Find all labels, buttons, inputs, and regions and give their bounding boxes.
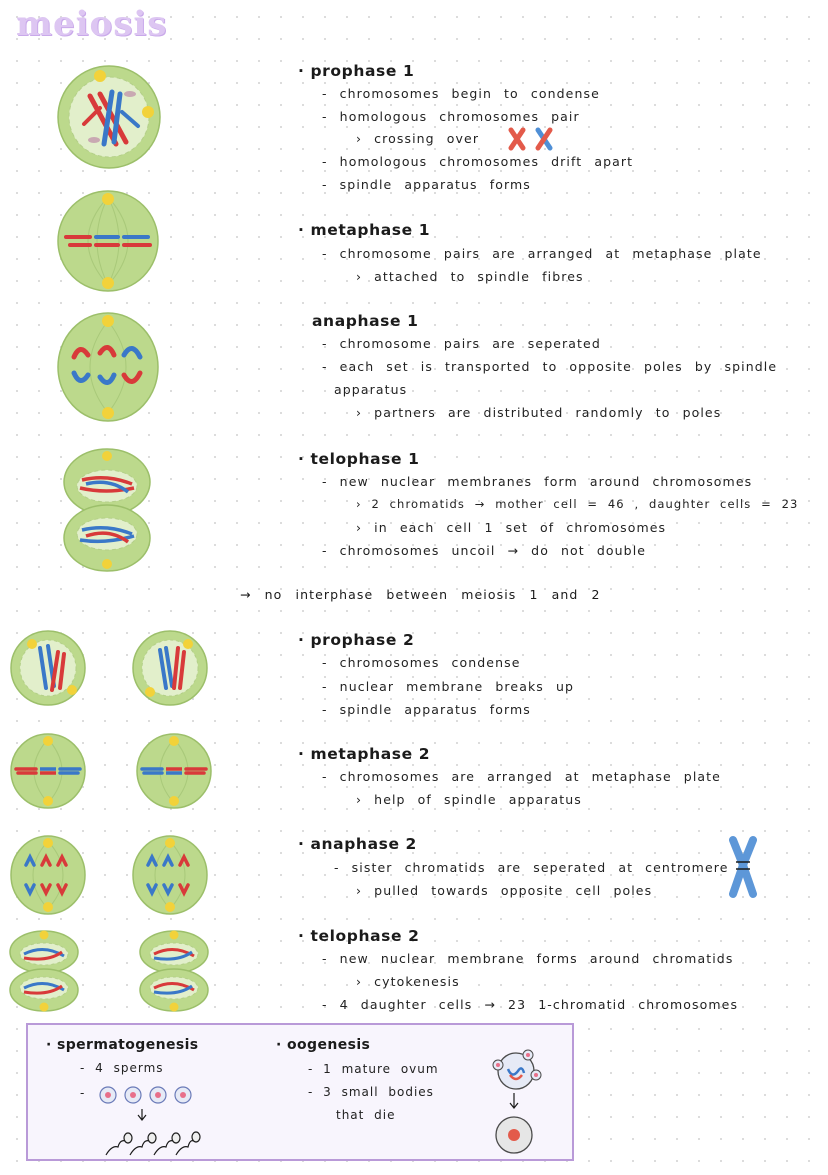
cell-anaphase-2-illustration [132,835,208,915]
stage-line: - new nuclear membrane forms around chromatids [322,951,734,966]
stage-line: - each set is transported to opposite poles by spindle [322,359,778,374]
stage-line: › 2 chromatids → mother cell = 46 , daughter cells = 23 [356,497,799,511]
oogenesis-line: that die [336,1108,396,1122]
stage-line: › attached to spindle fibres [356,269,584,284]
stage-line: - chromosomes uncoil → do not double [322,543,647,558]
cell-anaphase-1-illustration [56,311,160,423]
stage-heading: · anaphase 2 [298,835,417,853]
stage-line: - new nuclear membranes form around chromosomes [322,474,753,489]
stage-line: - nuclear membrane breaks up [322,679,575,694]
ovum-icon [492,1049,548,1159]
stage-heading: · metaphase 2 [298,745,431,763]
stage-line: - 4 daughter cells → 23 1-chromatid chromosomes [322,997,739,1012]
stage-line: › crossing over [356,131,480,146]
cell-metaphase-2-illustration [136,733,212,809]
interphase-note: → no interphase between meiosis 1 and 2 [240,587,601,602]
spermatogenesis-line: - 4 sperms [80,1061,164,1075]
stage-heading: · telophase 2 [298,927,420,945]
stage-heading: · metaphase 1 [298,221,431,239]
stage-line: › pulled towards opposite cell poles [356,883,653,898]
stage-line: apparatus [334,382,408,397]
cell-telophase-2-illustration [8,930,80,1012]
page-title: meiosis [16,4,168,44]
crossing-over-icon [508,127,560,151]
stage-line: - chromosome pairs are seperated [322,336,601,351]
oogenesis-line: - 1 mature ovum [308,1062,439,1076]
stage-line: - homologous chromosomes pair [322,109,580,124]
stage-line: › help of spindle apparatus [356,792,582,807]
centromere-chromosome-icon [726,836,760,900]
stage-line: - spindle apparatus forms [322,702,531,717]
cell-telophase-1-illustration [62,448,152,572]
stage-heading: · prophase 2 [298,631,415,649]
spermatogenesis-line: - [80,1086,86,1100]
cell-telophase-2-illustration [138,930,210,1012]
stage-line: - chromosome pairs are arranged at metaphase plate [322,246,762,261]
stage-line: - chromosomes begin to condense [322,86,600,101]
stage-line: › partners are distributed randomly to poles [356,405,722,420]
sperm-cells-icon [98,1085,198,1175]
stage-heading: · telophase 1 [298,450,420,468]
oogenesis-heading: · oogenesis [276,1037,371,1053]
stage-heading: anaphase 1 [312,312,419,330]
stage-heading: · prophase 1 [298,62,415,80]
cell-prophase-2-illustration [132,630,208,706]
stage-line: - homologous chromosomes drift apart [322,154,634,169]
stage-line: › in each cell 1 set of chromosomes [356,520,667,535]
cell-metaphase-1-illustration [56,189,160,293]
stage-line: - sister chromatids are seperated at centromere [334,860,729,875]
cell-prophase-1-illustration [56,64,162,170]
stage-line: - spindle apparatus forms [322,177,531,192]
gametogenesis-box [26,1023,574,1161]
cell-anaphase-2-illustration [10,835,86,915]
spermatogenesis-heading: · spermatogenesis [46,1037,199,1053]
oogenesis-line: - 3 small bodies [308,1085,434,1099]
stage-line: › cytokenesis [356,974,460,989]
cell-prophase-2-illustration [10,630,86,706]
stage-line: - chromosomes condense [322,655,521,670]
cell-metaphase-2-illustration [10,733,86,809]
stage-line: - chromosomes are arranged at metaphase plate [322,769,721,784]
